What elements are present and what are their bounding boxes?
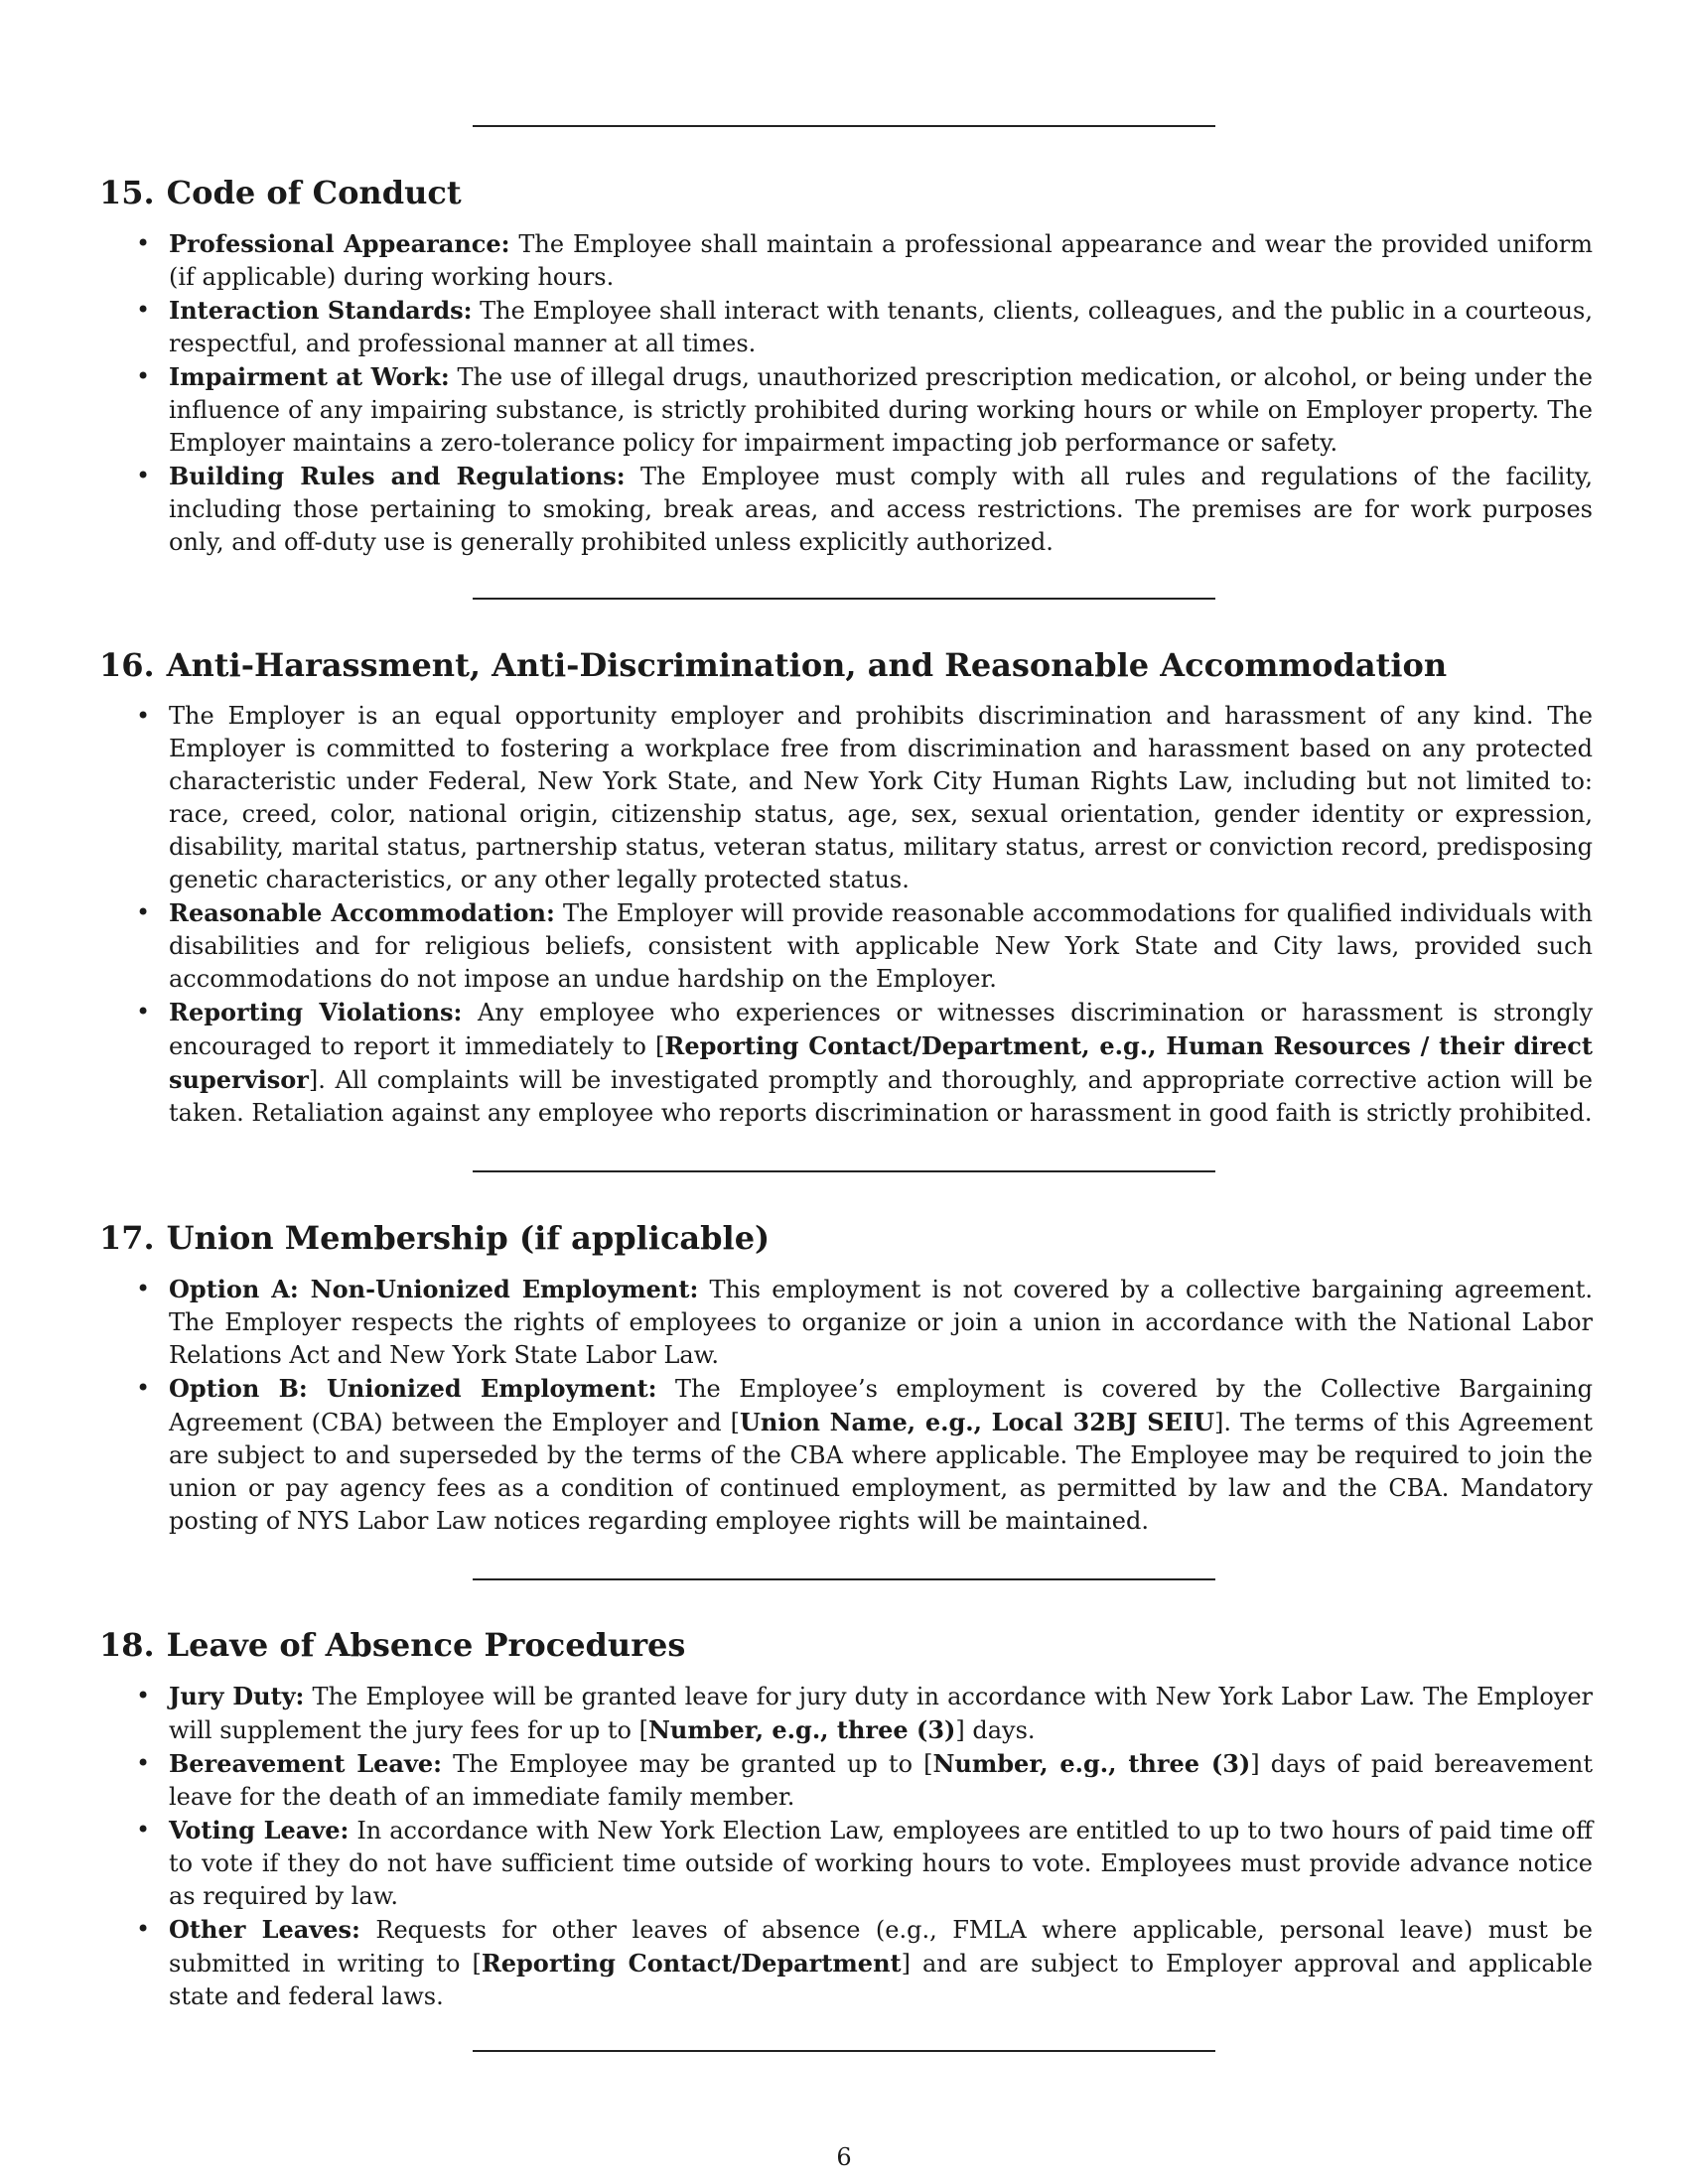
section-title: Code of Conduct <box>166 174 462 211</box>
item-label: Reporting Violations: <box>169 998 463 1026</box>
section-number: 18. <box>99 1626 155 1664</box>
bullet-icon: • <box>136 1749 151 1777</box>
section-title: Leave of Absence Procedures <box>166 1626 686 1664</box>
section-divider <box>473 2050 1215 2052</box>
item-text: ] days. <box>955 1716 1036 1744</box>
item-label: Professional Appearance: <box>169 229 510 258</box>
item-text: The Employee will be granted leave for jury duty in accordance with New York Labor Law. The Employer will supplement the jury fees for up to [ <box>169 1683 1594 1744</box>
list-item <box>99 996 1593 1130</box>
page-number: 6 <box>836 2143 852 2171</box>
item-text: ]. All complaints will be investigated promptly and thoroughly, and appropriate corrective action will be taken. Retaliation against any employee who reports discrimination or harassment in good faith is strictly prohibited. <box>169 1066 1593 1127</box>
section-heading <box>99 1625 685 1665</box>
section-heading <box>99 645 1447 685</box>
bullet-icon: • <box>136 362 151 390</box>
item-text: Any employee who experiences or witnesses discrimination or harassment is strongly encouraged to report it immediately to [ <box>169 999 1593 1060</box>
bullet-icon: • <box>136 296 151 324</box>
section-number: 16. <box>99 646 155 684</box>
placeholder-text: Number, e.g., three (3) <box>932 1749 1251 1778</box>
item-text: The Employee must comply with all rules and regulations of the facility, including those pertaining to smoking, break areas, and access restrictions. The premises are for work purposes only, and off-duty use is generally prohibited unless explicitly authorized. <box>169 463 1593 556</box>
bullet-icon: • <box>136 702 151 730</box>
item-label: Option B: Unionized Employment: <box>169 1374 657 1403</box>
bullet-list <box>99 1273 1593 1538</box>
section-divider <box>473 125 1215 127</box>
list-item <box>99 1273 1593 1372</box>
section-divider <box>473 598 1215 600</box>
item-label: Building Rules and Regulations: <box>169 462 626 490</box>
section-title: Anti-Harassment, Anti-Discrimination, and Reasonable Accommodation <box>166 646 1448 684</box>
list-item <box>99 1913 1593 2013</box>
bullet-icon: • <box>136 462 151 489</box>
list-item <box>99 1747 1593 1814</box>
placeholder-text: Reporting Contact/Department, e.g., Human Resources / their direct supervisor <box>169 1031 1594 1094</box>
bullet-list <box>99 1680 1593 2013</box>
bullet-list <box>99 700 1593 1130</box>
item-text: The Employee may be granted up to [ <box>442 1750 933 1778</box>
item-label: Voting Leave: <box>169 1816 350 1844</box>
bullet-icon: • <box>136 1915 151 1943</box>
item-text: ] and are subject to Employer approval and applicable state and federal laws. <box>169 1950 1593 2010</box>
list-item <box>99 1814 1593 1913</box>
list-item <box>99 460 1593 559</box>
section-title: Union Membership (if applicable) <box>166 1219 771 1257</box>
bullet-icon: • <box>136 1816 151 1843</box>
item-text: ]. The terms of this Agreement are subject to and superseded by the terms of the CBA where applicable. The Employee may be required to join the union or pay agency fees as a condition of continued employment, as permitted by law and the CBA. Mandatory posting of NYS Labor Law notices regarding employee rights will be maintained. <box>169 1409 1593 1535</box>
item-text: The Employee’s employment is covered by the Collective Bargaining Agreement (CBA) between the Employer and [ <box>169 1375 1593 1436</box>
item-text: The Employee shall interact with tenants, clients, colleagues, and the public in a courteous, respectful, and professional manner at all times. <box>169 297 1593 357</box>
section-heading <box>99 173 462 212</box>
list-item <box>99 896 1593 996</box>
section-divider <box>473 1170 1215 1172</box>
section-heading <box>99 1218 770 1258</box>
item-label: Reasonable Accommodation: <box>169 898 555 927</box>
list-item <box>99 227 1593 294</box>
item-label: Impairment at Work: <box>169 362 450 391</box>
item-label: Jury Duty: <box>169 1682 305 1710</box>
item-text: The Employee shall maintain a professional appearance and wear the provided uniform (if applicable) during working hours. <box>169 230 1593 291</box>
item-text: In accordance with New York Election Law, employees are entitled to up to two hours of paid time off to vote if they do not have sufficient time outside of working hours to vote. Employees must provide advance notice as required by law. <box>169 1817 1593 1910</box>
list-item <box>99 360 1593 460</box>
list-item <box>99 294 1593 360</box>
item-text: The Employer is an equal opportunity employer and prohibits discrimination and harassment of any kind. The Employer is committed to fostering a workplace free from discrimination and harassment based on any protected characteristic under Federal, New York State, and New York City Human Rights Law, including but not limited to: race, creed, color, national origin, citizenship status, age, sex, sexual orientation, gender identity or expression, disability, marital status, partnership status, veteran status, military status, arrest or conviction record, predisposing genetic characteristics, or any other legally protected status. <box>169 702 1593 893</box>
bullet-icon: • <box>136 998 151 1025</box>
placeholder-text: Number, e.g., three (3) <box>647 1715 956 1744</box>
section-number: 17. <box>99 1219 155 1257</box>
bullet-list <box>99 227 1593 559</box>
bullet-icon: • <box>136 1682 151 1709</box>
item-text: This employment is not covered by a collective bargaining agreement. The Employer respects the rights of employees to organize or join a union in accordance with the National Labor Relations Act and New York State Labor Law. <box>169 1276 1593 1369</box>
item-text: ] days of paid bereavement leave for the death of an immediate family member. <box>169 1750 1594 1811</box>
item-text: Requests for other leaves of absence (e.g., FMLA where applicable, personal leave) must be submitted in writing to [ <box>169 1916 1593 1978</box>
section-divider <box>473 1578 1215 1580</box>
placeholder-text: Union Name, e.g., Local 32BJ SEIU <box>739 1408 1215 1436</box>
item-label: Other Leaves: <box>169 1915 360 1944</box>
section-number: 15. <box>99 174 155 211</box>
bullet-icon: • <box>136 1374 151 1402</box>
item-text: The Employer will provide reasonable accommodations for qualified individuals with disabilities and for religious beliefs, consistent with applicable New York State and City laws, provided such accommodations do not impose an undue hardship on the Employer. <box>169 899 1593 993</box>
list-item <box>99 1372 1593 1538</box>
item-label: Option A: Non-Unionized Employment: <box>169 1275 699 1303</box>
bullet-icon: • <box>136 229 151 257</box>
item-label: Interaction Standards: <box>169 296 473 325</box>
bullet-icon: • <box>136 898 151 926</box>
item-label: Bereavement Leave: <box>169 1749 443 1778</box>
bullet-icon: • <box>136 1275 151 1302</box>
list-item <box>99 700 1593 896</box>
placeholder-text: Reporting Contact/Department <box>481 1949 902 1978</box>
item-text: The use of illegal drugs, unauthorized prescription medication, or alcohol, or being under the influence of any impairing substance, is strictly prohibited during working hours or while on Employer property. The Employer maintains a zero-tolerance policy for impairment impacting job performance or safety. <box>169 363 1593 457</box>
list-item <box>99 1680 1593 1747</box>
